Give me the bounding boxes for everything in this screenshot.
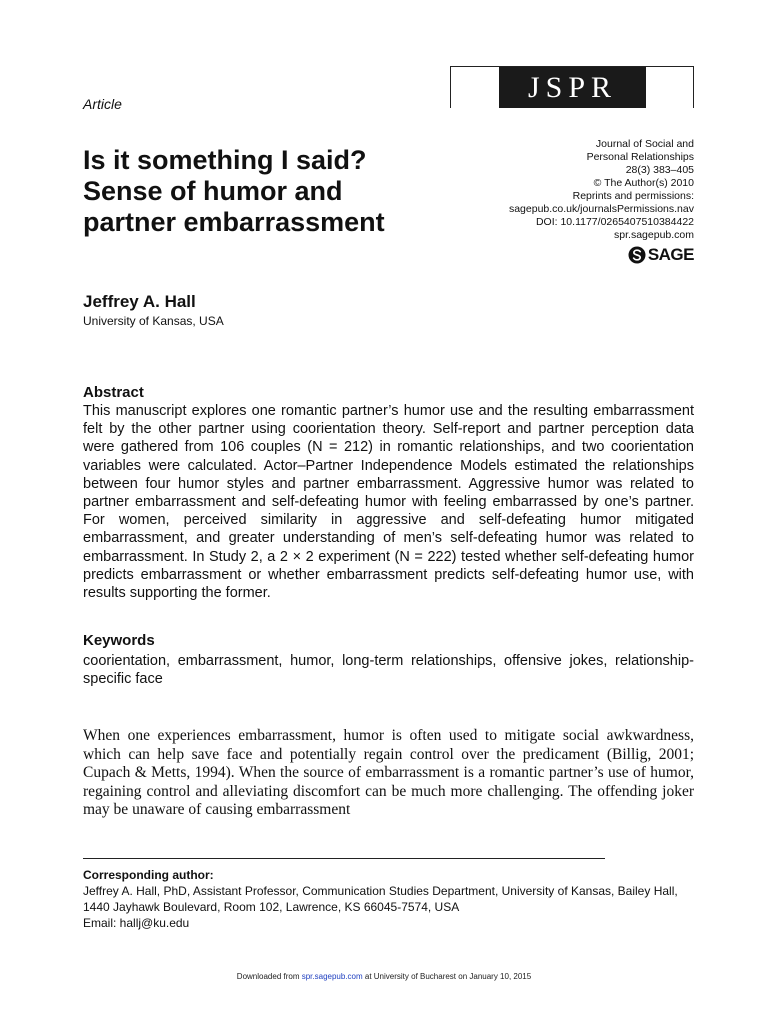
keywords-heading: Keywords (83, 632, 155, 649)
sage-s-icon (628, 246, 646, 264)
abstract-heading: Abstract (83, 384, 144, 401)
footer-prefix: Downloaded from (236, 972, 302, 981)
keywords-text: coorientation, embarrassment, humor, long-term relationships, offensive jokes, relationship-specific face (83, 653, 694, 688)
author-affiliation: University of Kansas, USA (83, 314, 224, 328)
intro-paragraph: When one experiences embarrassment, humor is often used to mitigate social awkwardness, which can help save face and potentially regain control over the predicament (Billig, 2001; Cupach & Metts, 1994). When the source of embarrassment is a romantic partner’s use of humor, regaining control and alleviating discomfort can be much more challenging. The offending joker may be unaware of causing embarrassment (83, 727, 694, 819)
footnote-rule (83, 858, 605, 859)
journal-logo: JSPR (499, 67, 646, 108)
corresponding-author-details (83, 883, 694, 931)
article-title (83, 145, 463, 238)
journal-info (454, 138, 694, 242)
journal-info-line: Personal Relationships (586, 151, 694, 163)
abstract-text: This manuscript explores one romantic partner’s humor use and the resulting embarrassment felt by the other partner using coorientation theory. Self-report and partner perception data were gathered from 106 couples (N = 212) in romantic relationships, and two coorientation variables were calculated. Actor–Partner Independence Models estimated the relationships between four humor styles and partner embarrassment. Aggressive humor was related to partner embarrassment and self-defeating humor with feeling embarrassed by one’s partner. For women, perceived similarity in aggressive and self-defeating humor mitigated embarrassment, and greater understanding of men’s self-defeating humor was related to embarrassment. In Study 2, a 2 × 2 experiment (N = 222) tested whether self-defeating humor predicts embarrassment or whether embarrassment predicts self-defeating humor use, with results supporting the former. (83, 403, 694, 602)
footer-link[interactable]: spr.sagepub.com (301, 972, 363, 981)
publisher-logo (628, 245, 694, 265)
journal-info-line: © The Author(s) 2010 (593, 177, 694, 189)
journal-info-line: DOI: 10.1177/0265407510384422 (535, 216, 694, 228)
footer-suffix: at University of Bucharest on January 10, 2015 (362, 972, 532, 981)
corresponding-author-heading: Corresponding author: (83, 868, 214, 882)
corresponding-author-email: Email: hallj@ku.edu (83, 916, 190, 930)
corresponding-author-address: Jeffrey A. Hall, PhD, Assistant Professor, Communication Studies Department, University of Kansas, Bailey Hall, 1440 Jayhawk Boulevard, Room 102, Lawrence, KS 66045-7574, USA (83, 884, 678, 914)
journal-info-line: sagepub.co.uk/journalsPermissions.nav (508, 203, 694, 215)
author-name: Jeffrey A. Hall (83, 292, 196, 311)
download-footer (0, 972, 768, 981)
title-line: Is it something I said? (83, 145, 367, 175)
journal-info-line: Journal of Social and (595, 138, 694, 150)
title-line: partner embarrassment (83, 207, 385, 237)
journal-info-line: Reprints and permissions: (572, 190, 694, 202)
publisher-name: SAGE (647, 245, 694, 264)
journal-info-line: spr.sagepub.com (614, 229, 694, 241)
journal-info-line: 28(3) 383–405 (625, 164, 694, 176)
title-line: Sense of humor and (83, 176, 343, 206)
article-type-label: Article (83, 96, 122, 112)
